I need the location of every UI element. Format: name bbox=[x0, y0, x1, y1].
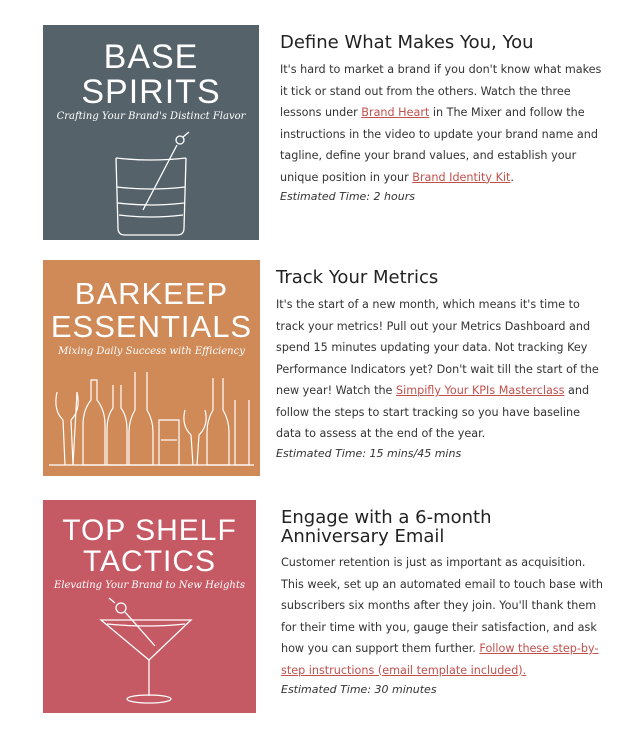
lesson-description: It's hard to market a brand if you don't know what makes it tick or stand out from the others. Watch the three lessons under Brand Heart in The Mixer and follow the instructions in the video to update your brand name and tagline, define your brand values, and establish your unique position in your Brand Identity Kit. bbox=[280, 63, 602, 184]
thumbnail-subtitle: Mixing Daily Success with Efficiency bbox=[58, 346, 245, 357]
lesson-text bbox=[280, 33, 610, 205]
lesson-heading: Define What Makes You, You bbox=[280, 32, 534, 53]
estimated-time: Estimated Time: 30 minutes bbox=[281, 683, 437, 696]
email-instructions-link[interactable]: Follow these step-by-step instructions (email template included). bbox=[281, 642, 599, 677]
thumbnail-title: BARKEEP ESSENTIALS bbox=[50, 276, 253, 344]
lesson-description: It's the start of a new month, which means it's time to track your metrics! Pull out your Metrics Dashboard and spend 15 minutes updating your data. Not tracking Key Performance Indicators yet? Don't wait till the start of the new year! Watch the Simpifly Your KPIs Masterclass and follow the steps to start tracking so you have baseline data to assess at the end of the year. bbox=[276, 298, 599, 440]
lesson-text bbox=[281, 508, 611, 698]
thumbnail-title: BASE SPIRITS bbox=[81, 38, 221, 111]
thumbnail-subtitle: Elevating Your Brand to New Heights bbox=[54, 580, 245, 591]
top-shelf-tactics-thumbnail[interactable] bbox=[43, 500, 256, 713]
heading-line-1: Engage with a 6-month bbox=[281, 507, 492, 528]
martini-glass-icon bbox=[43, 500, 256, 713]
estimated-time: Estimated Time: 2 hours bbox=[280, 190, 415, 203]
thumbnail-title: TOP SHELF TACTICS bbox=[62, 514, 237, 578]
barkeep-essentials-thumbnail[interactable] bbox=[43, 260, 260, 476]
base-spirits-thumbnail[interactable] bbox=[43, 25, 259, 240]
lesson-heading: Track Your Metrics bbox=[276, 267, 439, 288]
heading-line-2: Anniversary Email bbox=[281, 526, 445, 547]
lesson-description: Customer retention is just as important as acquisition. This week, set up an automated email to touch base with subscribers six months after they join. You'll thank them for their time with you, gauge their satisfaction, and ask how you can support them further. Follow these step-by-step instructions (email template included). bbox=[281, 556, 603, 677]
whiskey-glass-icon bbox=[43, 25, 259, 240]
simplify-kpis-masterclass-link[interactable]: Simpifly Your KPIs Masterclass bbox=[395, 384, 565, 397]
brand-heart-link[interactable]: Brand Heart bbox=[361, 106, 430, 119]
bottles-and-glasses-icon bbox=[43, 260, 260, 476]
lesson-text bbox=[276, 268, 606, 462]
lesson-heading bbox=[281, 508, 611, 546]
thumbnail-subtitle: Crafting Your Brand's Distinct Flavor bbox=[56, 111, 246, 122]
estimated-time: Estimated Time: 15 mins/45 mins bbox=[276, 446, 462, 460]
brand-identity-kit-link[interactable]: Brand Identity Kit bbox=[412, 170, 511, 184]
